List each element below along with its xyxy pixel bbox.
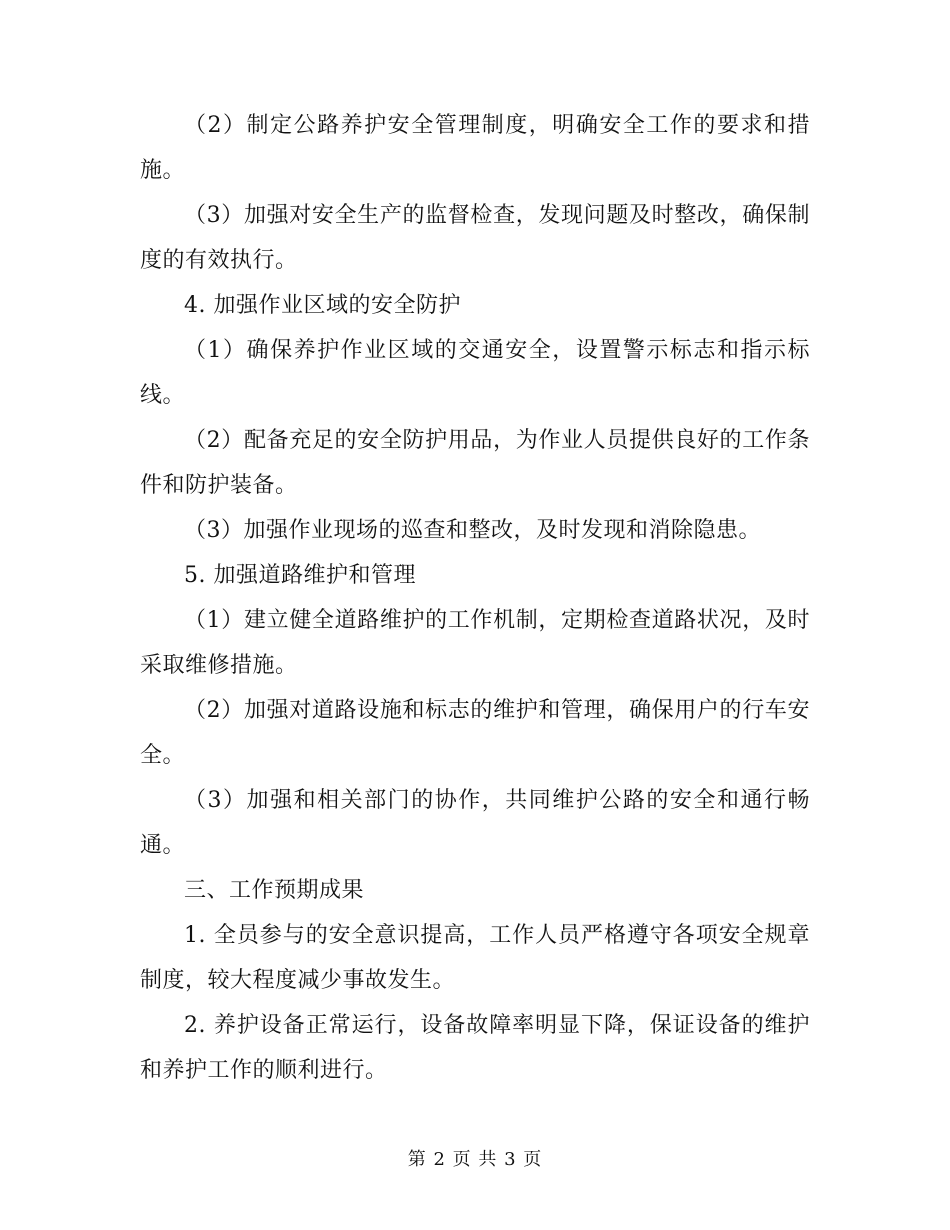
section-heading: 4. 加强作业区域的安全防护	[184, 293, 461, 318]
paragraph: （3）加强和相关部门的协作，共同维护公路的安全和通行畅通。	[140, 788, 810, 858]
paragraph: （1）确保养护作业区域的交通安全，设置警示标志和指示标线。	[140, 338, 810, 408]
section-heading: 5. 加强道路维护和管理	[184, 563, 416, 588]
paragraph: （1）建立健全道路维护的工作机制，定期检查道路状况，及时采取维修措施。	[140, 608, 810, 678]
paragraph: （2）配备充足的安全防护用品，为作业人员提供良好的工作条件和防护装备。	[140, 428, 810, 498]
paragraph: 2. 养护设备正常运行，设备故障率明显下降，保证设备的维护和养护工作的顺利进行。	[140, 1013, 810, 1083]
paragraph: （2）制定公路养护安全管理制度，明确安全工作的要求和措施。	[140, 113, 810, 183]
paragraph: （3）加强作业现场的巡查和整改，及时发现和消除隐患。	[184, 518, 761, 543]
paragraph: 1. 全员参与的安全意识提高，工作人员严格遵守各项安全规章制度，较大程度减少事故发生。	[140, 923, 810, 993]
chapter-heading: 三、工作预期成果	[184, 878, 365, 903]
paragraph: （2）加强对道路设施和标志的维护和管理，确保用户的行车安全。	[140, 698, 810, 768]
paragraph: （3）加强对安全生产的监督检查，发现问题及时整改，确保制度的有效执行。	[140, 203, 810, 273]
page-number-footer: 第 2 页 共 3 页	[407, 1149, 543, 1170]
document-body	[140, 103, 810, 1093]
